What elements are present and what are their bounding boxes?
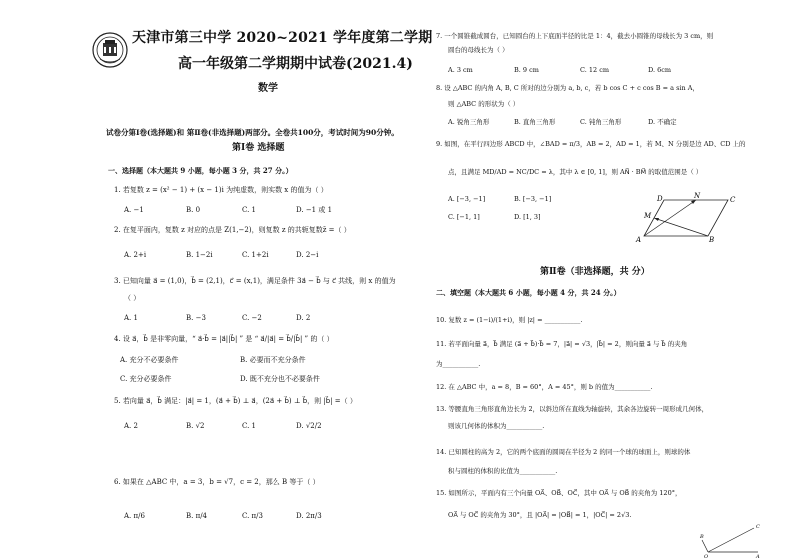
label-o: O <box>704 554 709 558</box>
section2-heading: 二、填空题（本大题共 6 小题，每小题 4 分，共 24 分。） <box>436 288 621 297</box>
question-12: 12. 在 △ABC 中，a = 8，B = 60°，A = 45°，则 b 的值为___________. <box>436 383 653 391</box>
arrow-m <box>654 218 659 221</box>
question-13: 13. 等腰直角三角形直角边长为 2，以斜边所在直线为轴旋转，其余各边旋转一周形成几何体， <box>436 405 709 413</box>
q8-option-a: A. 锐角三角形 <box>448 118 490 126</box>
q2-option-c: C. 1+2i <box>242 251 269 259</box>
q6-option-b: B. π/4 <box>186 512 208 520</box>
label-c: C <box>730 196 736 204</box>
segment-an <box>644 200 696 236</box>
question-15: 15. 如图所示，平面内有三个向量 OA⃗、OB⃗、OC⃗，其中 OA⃗ 与 OB⃗ 的夹角为 120°， <box>436 489 682 497</box>
question-5-stem: 5. 若向量 a⃗，b⃗ 满足：|a⃗| = 1，(a⃗ + b⃗) ⊥ a⃗，(2a⃗ + b⃗) ⊥ b⃗，则 |b⃗| =（ ） <box>114 397 357 405</box>
question-9-stem-cont: 点，且满足 MD/AD = NC/DC = λ，其中 λ ∈ [0, 1]，则 AN⃗ · BM⃗ 的取值范围是（ ） <box>448 168 703 176</box>
q1-option-a: A. −1 <box>124 206 144 214</box>
label-c: C <box>756 524 760 530</box>
part2-title: 第Ⅱ卷（非选择题，共 分） <box>540 267 650 277</box>
question-3-stem: 3. 已知向量 a⃗ = (1,0)，b⃗ = (2,1)，c⃗ = (x,1)，满足条件 3a⃗ − b⃗ 与 c⃗ 共线，则 x 的值为 <box>114 277 396 285</box>
label-m: M <box>644 212 652 220</box>
question-11-cont: 为___________. <box>436 360 481 368</box>
q4-option-b: B. 必要而不充分条件 <box>240 356 306 364</box>
question-9-stem: 9. 如图，在平行四边形 ABCD 中，∠BAD = π/3，AB = 2，AD = 1，若 M、N 分别是边 AD、CD 上的 <box>436 140 746 148</box>
arrow-n <box>691 200 696 204</box>
q6-option-d: D. 2π/3 <box>296 512 322 520</box>
subject-label: 数学 <box>258 83 278 94</box>
q1-option-b: B. 0 <box>186 206 201 214</box>
q9-option-a: A. [−3, −1] <box>448 195 486 203</box>
segment-bm <box>654 218 708 236</box>
label-b: B <box>709 236 715 244</box>
q5-option-d: D. √2/2 <box>296 422 322 430</box>
q4-option-a: A. 充分不必要条件 <box>120 356 179 364</box>
vector-ob <box>702 540 708 552</box>
question-8-stem-cont: 则 △ABC 的形状为（ ） <box>448 100 520 108</box>
parallelogram-figure <box>630 192 740 244</box>
q8-option-d: D. 不确定 <box>648 118 677 126</box>
vector-oc <box>708 528 754 552</box>
q4-option-d: D. 既不充分也不必要条件 <box>240 375 320 383</box>
q5-option-c: C. 1 <box>242 422 257 430</box>
exam-instructions: 试卷分第Ⅰ卷(选择题)和 第Ⅱ卷(非选择题)两部分。全卷共100分，考试时间为90分钟。 <box>106 128 399 137</box>
label-a: A <box>756 554 760 558</box>
label-n: N <box>694 192 701 200</box>
q8-option-b: B. 直角三角形 <box>514 118 556 126</box>
question-4-stem: 4. 设 a⃗，b⃗ 是非零向量，“ a⃗·b⃗ = |a⃗||b⃗| ” 是 “ a⃗/|a⃗| = b⃗/|b⃗| ” 的（ ） <box>114 335 334 343</box>
q5-option-b: B. √2 <box>186 422 205 430</box>
question-6-stem: 6. 如果在 △ABC 中，a = 3，b = √7，c = 2，那么 B 等于（ ） <box>114 478 320 486</box>
school-logo-icon <box>92 32 128 68</box>
exam-title: 天津市第三中学 2020~2021 学年度第二学期 <box>132 30 433 46</box>
q3-option-c: C. −2 <box>242 314 262 322</box>
q9-option-d: D. [1, 3] <box>514 213 541 221</box>
question-13-cont: 则该几何体的体积为___________. <box>448 422 545 430</box>
q9-option-c: C. [−1, 1] <box>448 213 480 221</box>
question-7-stem-cont: 圆台的母线长为（ ） <box>448 46 509 54</box>
part1-title: 第Ⅰ卷 选择题 <box>232 143 285 153</box>
q2-option-b: B. 1−2i <box>186 251 213 259</box>
question-3-stem-cont: （ ） <box>124 294 141 302</box>
question-7-stem: 7. 一个圆锥截成圆台，已知圆台的上下底面半径的比是 1：4，截去小圆锥的母线长为 3 cm，则 <box>436 32 714 40</box>
q7-option-c: C. 12 cm <box>580 66 610 74</box>
q7-option-d: D. 6cm <box>648 66 672 74</box>
label-a: A <box>636 236 642 244</box>
question-15-cont: OA⃗ 与 OC⃗ 的夹角为 30°，且 |OA⃗| = |OB⃗| = 1，|OC⃗| = 2√3. <box>448 511 632 519</box>
q3-option-a: A. 1 <box>124 314 138 322</box>
right-column <box>404 0 794 560</box>
q7-option-b: B. 9 cm <box>514 66 539 74</box>
question-14: 14. 已知圆柱的高为 2，它的两个底面的圆周在半径为 2 的同一个球的球面上，则球的体 <box>436 448 691 456</box>
q6-option-a: A. π/6 <box>124 512 145 520</box>
label-b: B <box>700 534 704 540</box>
q6-option-c: C. π/3 <box>242 512 263 520</box>
q3-option-b: B. −3 <box>186 314 206 322</box>
q2-option-d: D. 2−i <box>296 251 319 259</box>
q7-option-a: A. 3 cm <box>448 66 473 74</box>
question-14-cont: 积与圆柱的体积的比值为___________. <box>448 467 558 475</box>
q3-option-d: D. 2 <box>296 314 311 322</box>
q1-option-c: C. 1 <box>242 206 257 214</box>
exam-subtitle: 高一年级第二学期期中试卷(2021.4) <box>178 56 413 72</box>
q4-option-c: C. 充分必要条件 <box>120 375 172 383</box>
question-11: 11. 若平面向量 a⃗，b⃗ 满足 (a⃗ + b⃗)·b⃗ = 7，|a⃗| = √3，|b⃗| = 2，则向量 a⃗ 与 b⃗ 的夹角 <box>436 340 688 348</box>
question-2-stem: 2. 在复平面内，复数 z 对应的点是 Z(1,−2)，则复数 z 的共轭复数z̄ =（ ） <box>114 226 351 234</box>
question-10: 10. 复数 z = (1−i)/(1+i)，则 |z| = ___________. <box>436 316 583 324</box>
label-d: D <box>657 195 663 203</box>
q1-option-d: D. −1 或 1 <box>296 206 333 214</box>
vectors-figure <box>696 518 768 558</box>
question-1-stem: 1. 若复数 z = (x² − 1) + (x − 1)i 为纯虚数，则实数 x 的值为（ ） <box>114 186 328 194</box>
section1-heading: 一、选择题（本大题共 9 小题，每小题 3 分，共 27 分。） <box>108 166 293 175</box>
q2-option-a: A. 2+i <box>124 251 147 259</box>
q8-option-c: C. 钝角三角形 <box>580 118 622 126</box>
q5-option-a: A. 2 <box>124 422 138 430</box>
question-8-stem: 8. 设 △ABC 的内角 A, B, C 所对的边分别为 a, b, c，若 b cos C + c cos B = a sin A， <box>436 84 699 92</box>
q9-option-b: B. [−3, −1] <box>514 195 552 203</box>
